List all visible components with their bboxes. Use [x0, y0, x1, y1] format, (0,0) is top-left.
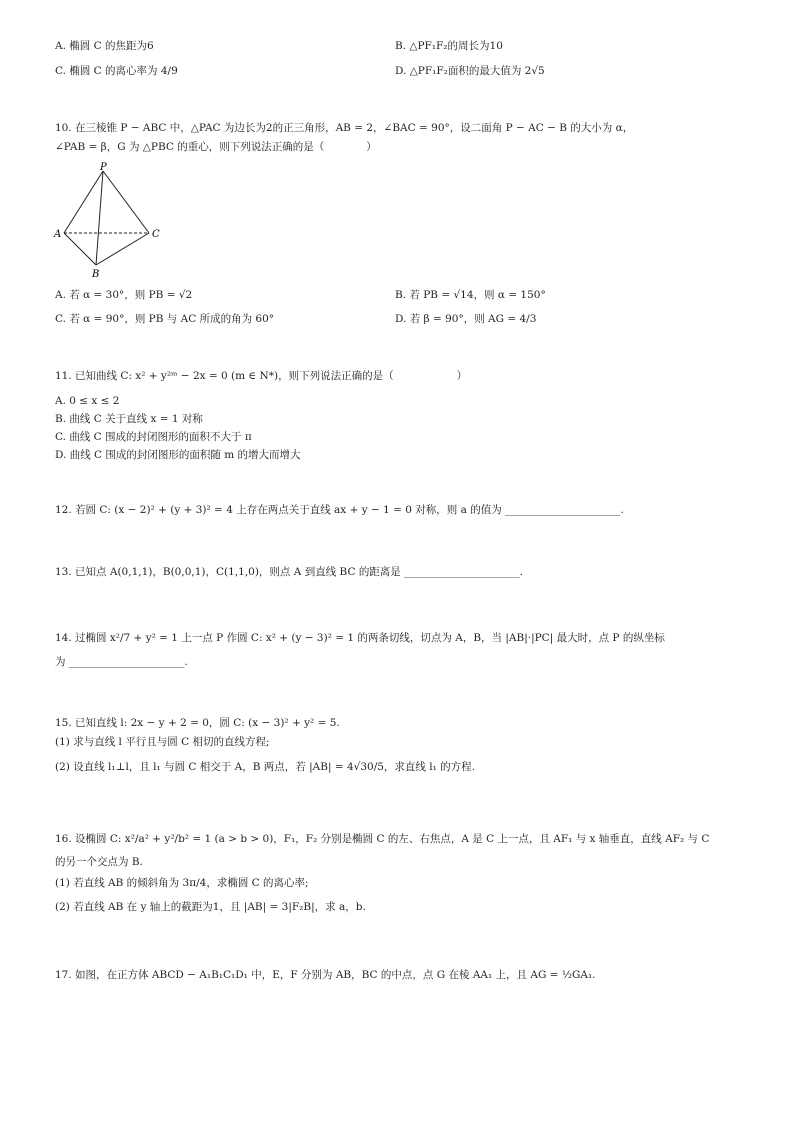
q11-option-c: C. 曲线 C 围成的封闭图形的面积不大于 π [55, 431, 252, 443]
q16-part-2: (2) 若直线 AB 在 y 轴上的截距为1，且 |AB| = 3|F₂B|，求 a，b. [55, 901, 366, 913]
q9-option-b: B. △PF₁F₂的周长为10 [395, 40, 503, 52]
q10-option-a: A. 若 α = 30°，则 PB = √2 [55, 289, 193, 301]
label-a: A [54, 229, 62, 240]
edge-pc [103, 171, 149, 233]
q10-tetrahedron-figure [52, 160, 170, 284]
edge-pb [96, 171, 103, 265]
q10-option-b: B. 若 PB = √14，则 α = 150° [395, 289, 546, 301]
q15-part-1: (1) 求与直线 l 平行且与圆 C 相切的直线方程; [55, 736, 270, 748]
q11-option-b: B. 曲线 C 关于直线 x = 1 对称 [55, 413, 203, 425]
q11-option-d: D. 曲线 C 围成的封闭图形的面积随 m 的增大而增大 [55, 449, 301, 461]
q9-option-c: C. 椭圆 C 的离心率为 4/9 [55, 65, 178, 77]
q12-text: 12. 若圆 C: (x − 2)² + (y + 3)² = 4 上存在两点关于直线 ax + y − 1 = 0 对称，则 a 的值为 ______________________. [55, 504, 624, 516]
q15-part-2: (2) 设直线 l₁⊥l，且 l₁ 与圆 C 相交于 A，B 两点，若 |AB| = 4√30/5，求直线 l₁ 的方程. [55, 761, 475, 773]
q11-option-a: A. 0 ≤ x ≤ 2 [55, 395, 120, 407]
q13-text: 13. 已知点 A(0,1,1)，B(0,0,1)，C(1,1,0)，则点 A 到直线 BC 的距离是 ______________________. [55, 566, 523, 578]
label-c: C [152, 229, 160, 240]
q17-text: 17. 如图，在正方体 ABCD − A₁B₁C₁D₁ 中，E，F 分别为 AB，BC 的中点，点 G 在棱 AA₁ 上，且 AG = ½GA₁. [55, 969, 596, 981]
q16-line-2: 的另一个交点为 B. [55, 856, 143, 868]
label-p: P [100, 162, 107, 173]
q10-option-d: D. 若 β = 90°，则 AG = 4/3 [395, 313, 537, 325]
edge-pa [64, 171, 103, 233]
q14-line-2: 为 ______________________. [55, 656, 188, 668]
q15-stem: 15. 已知直线 l: 2x − y + 2 = 0，圆 C: (x − 3)² + y² = 5. [55, 717, 340, 729]
q11-stem: 11. 已知曲线 C: x² + y²ᵐ − 2x = 0 (m ∈ N*)，则下列说法正确的是（ ） [55, 370, 468, 382]
label-b: B [92, 269, 100, 280]
q10-stem-line-1: 10. 在三棱锥 P − ABC 中，△PAC 为边长为2的正三角形，AB = 2，∠BAC = 90°，设二面角 P − AC − B 的大小为 α， [55, 122, 634, 134]
edge-bc [96, 233, 149, 265]
q16-part-1: (1) 若直线 AB 的倾斜角为 3π/4，求椭圆 C 的离心率; [55, 877, 309, 889]
edge-ab [64, 233, 96, 265]
q9-option-d: D. △PF₁F₂面积的最大值为 2√5 [395, 65, 545, 77]
q10-option-c: C. 若 α = 90°，则 PB 与 AC 所成的角为 60° [55, 313, 275, 325]
q9-option-a: A. 椭圆 C 的焦距为6 [55, 40, 154, 52]
q14-line-1: 14. 过椭圆 x²/7 + y² = 1 上一点 P 作圆 C: x² + (y − 3)² = 1 的两条切线，切点为 A，B，当 |AB|·|PC| 最大时，点 P 的纵坐标 [55, 632, 665, 644]
q16-line-1: 16. 设椭圆 C: x²/a² + y²/b² = 1 (a > b > 0)，F₁，F₂ 分别是椭圆 C 的左、右焦点，A 是 C 上一点，且 AF₁ 与 x 轴垂直，直线 AF₂ 与 C [55, 833, 710, 845]
q10-stem-line-2: ∠PAB = β，G 为 △PBC 的重心，则下列说法正确的是（ ） [55, 141, 377, 153]
